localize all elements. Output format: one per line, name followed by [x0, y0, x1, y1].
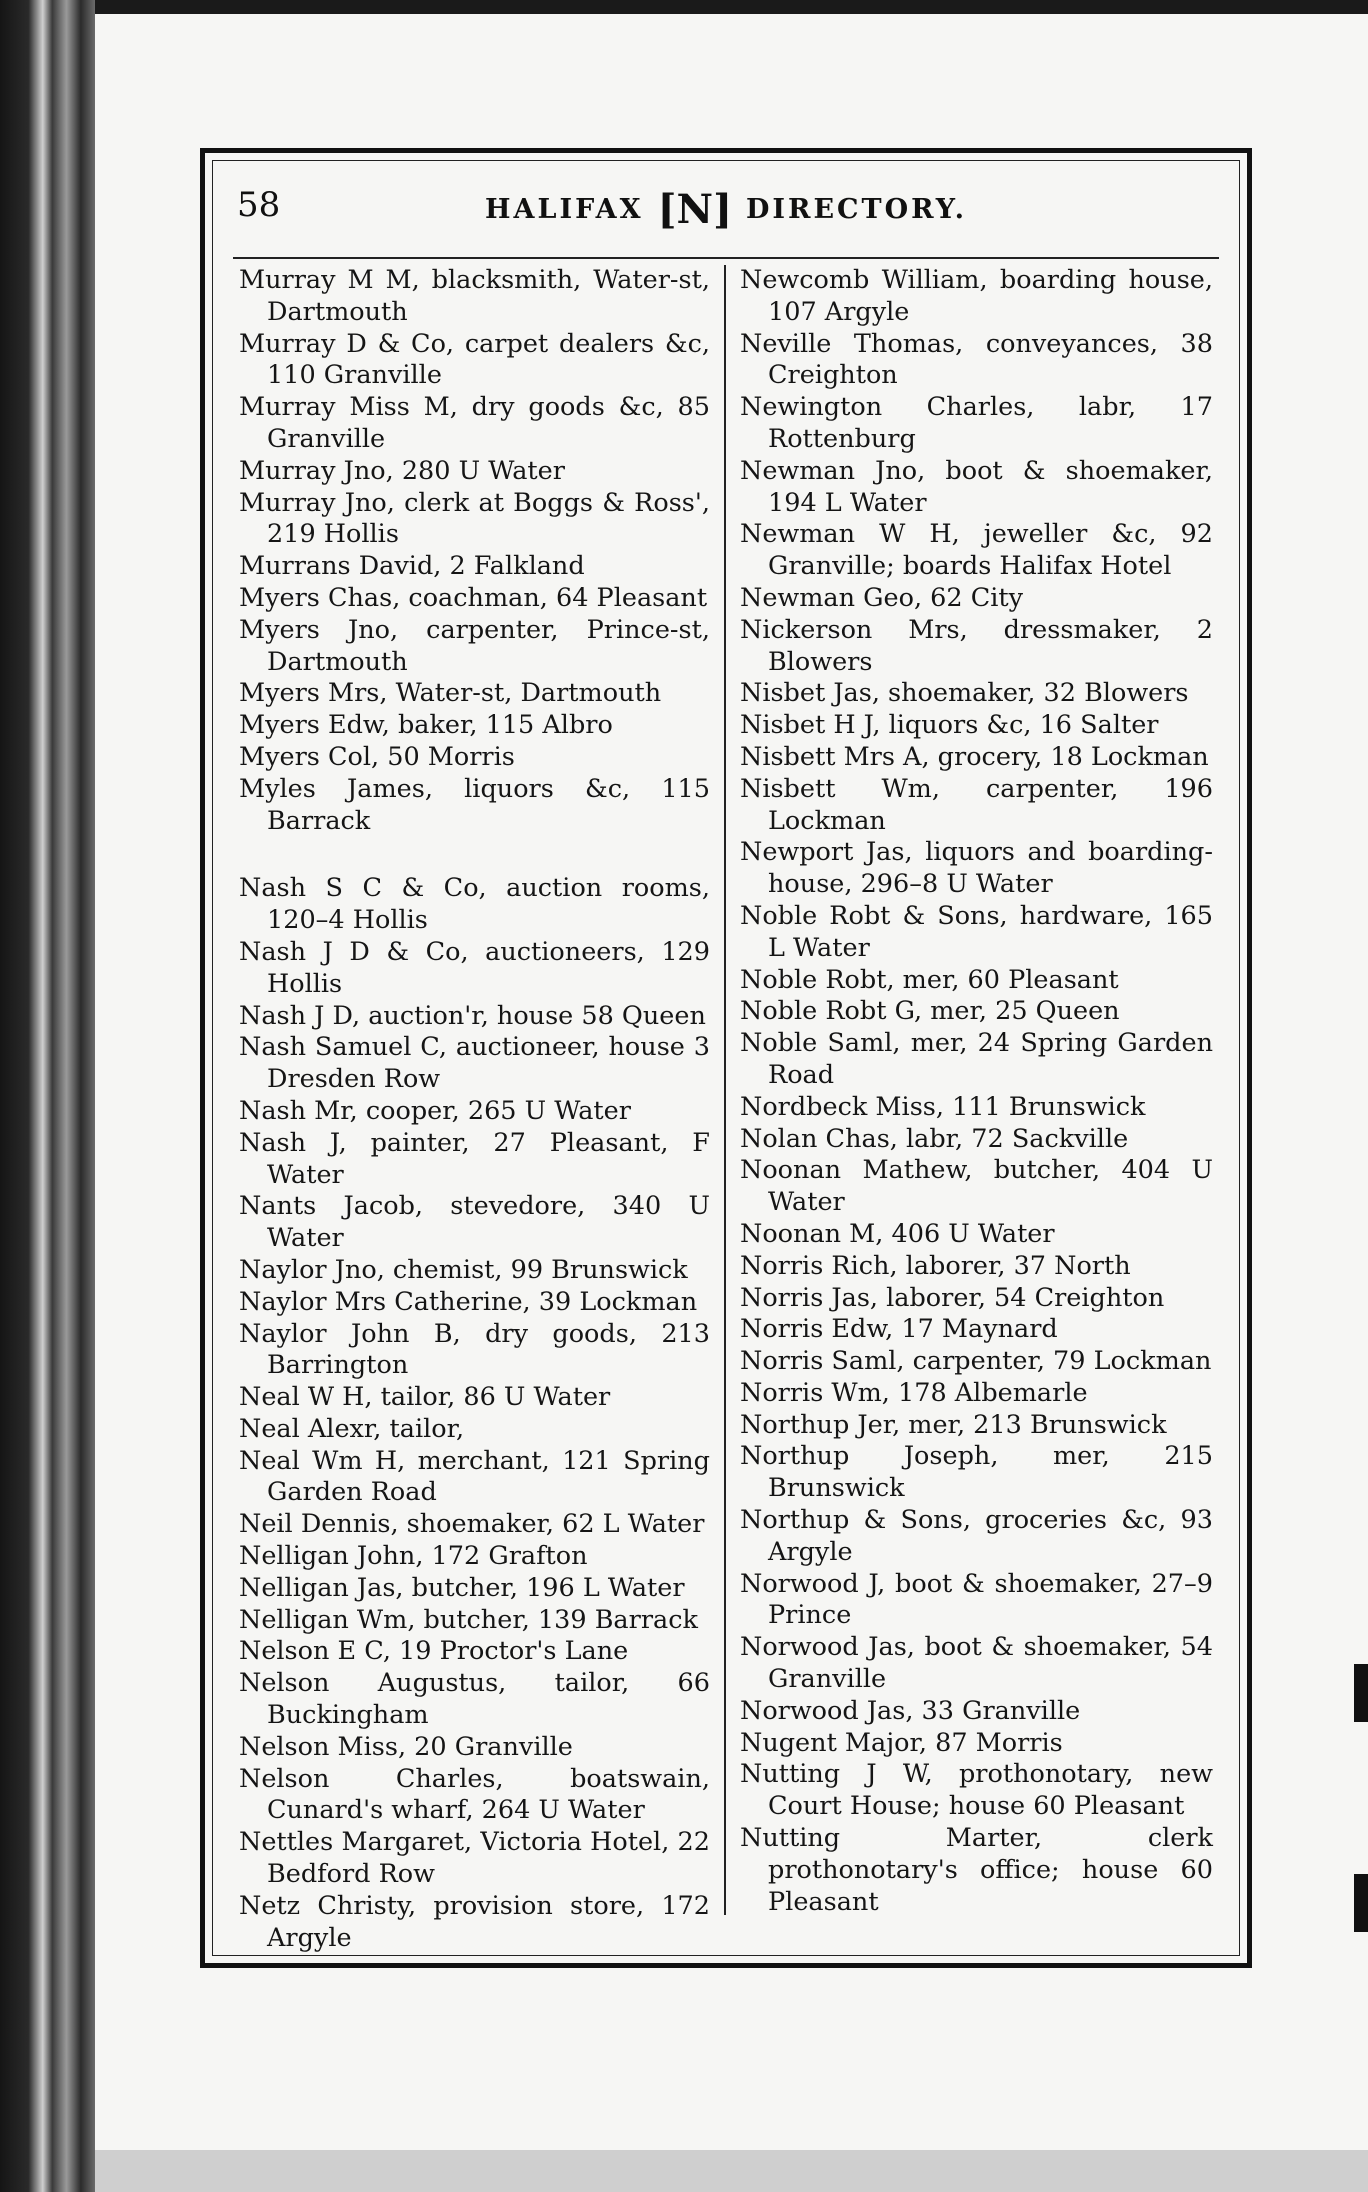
directory-entry: Newman Geo, 62 City [740, 582, 1024, 613]
directory-entry: Newport Jas, liquors and boarding-house, 296–8 U Water [740, 837, 1213, 900]
directory-entry: Nisbett Mrs A, grocery, 18 Lockman [740, 741, 1209, 772]
directory-entry: Murray Miss M, dry goods &c, 85 Granville [239, 392, 710, 454]
entry-columns [231, 265, 1221, 1953]
directory-entry: Nelligan Jas, butcher, 196 L Water [239, 1572, 685, 1603]
directory-entry: Murrans David, 2 Falkland [239, 551, 585, 582]
directory-entry: Nisbett Wm, carpenter, 196 Lockman [740, 773, 1213, 836]
directory-entry: Naylor Mrs Catherine, 39 Lockman [239, 1286, 698, 1317]
directory-entry: Murray M M, blacksmith, Water-st, Dartmouth [239, 265, 710, 327]
directory-entry: Nisbet H J, liquors &c, 16 Salter [740, 710, 1159, 741]
directory-entry: Nutting J W, prothonotary, new Court House; house 60 Pleasant [740, 1759, 1213, 1822]
directory-entry: Newcomb William, boarding house, 107 Argyle [740, 265, 1213, 327]
directory-entry: Neil Dennis, shoemaker, 62 L Water [239, 1509, 705, 1540]
directory-entry: Naylor Jno, chemist, 99 Brunswick [239, 1254, 688, 1285]
directory-entry: Nelson Miss, 20 Granville [239, 1731, 573, 1762]
directory-entry: Murray Jno, 280 U Water [239, 455, 565, 486]
directory-entry: Noonan M, 406 U Water [740, 1218, 1055, 1249]
directory-entry: Norwood Jas, boot & shoemaker, 54 Granville [740, 1632, 1213, 1695]
directory-entry: Northup & Sons, groceries &c, 93 Argyle [740, 1505, 1213, 1567]
book-spine [0, 0, 95, 2192]
directory-entry: Myers Chas, coachman, 64 Pleasant [239, 582, 708, 613]
directory-entry: Newman Jno, boot & shoemaker, 194 L Water [740, 455, 1213, 518]
directory-entry: Noble Robt G, mer, 25 Queen [740, 996, 1120, 1027]
directory-entry: Nash S C & Co, auction rooms, 120–4 Hollis [239, 873, 710, 936]
page-clip [1354, 1664, 1368, 1722]
title-city: HALIFAX [485, 194, 644, 225]
directory-entry: Myers Jno, carpenter, Prince-st, Dartmouth [239, 614, 710, 677]
title-directory: DIRECTORY. [746, 194, 967, 225]
directory-page-frame [200, 148, 1252, 1968]
inner-border [212, 160, 1240, 1956]
directory-entry: Newington Charles, labr, 17 Rottenburg [740, 392, 1213, 454]
directory-entry: Nugent Major, 87 Morris [740, 1727, 1063, 1758]
page-number: 58 [237, 185, 281, 225]
directory-entry: Nelligan Wm, butcher, 139 Barrack [239, 1604, 698, 1635]
directory-entry: Netz Christy, provision store, 172 Argyle [239, 1890, 710, 1953]
directory-entry: Nash Samuel C, auctioneer, house 3 Dresden Row [239, 1032, 710, 1095]
directory-entry: Noble Robt, mer, 60 Pleasant [740, 964, 1119, 995]
directory-entry: Norris Edw, 17 Maynard [740, 1314, 1058, 1345]
directory-entry: Noble Saml, mer, 24 Spring Garden Road [740, 1028, 1213, 1090]
right-group [740, 265, 1213, 1918]
directory-entry: Norwood J, boot & shoemaker, 27–9 Prince [740, 1568, 1213, 1631]
directory-entry: Neal W H, tailor, 86 U Water [239, 1382, 611, 1413]
page-header [237, 181, 1215, 233]
directory-entry: Neal Wm H, merchant, 121 Spring Garden Road [239, 1445, 710, 1508]
directory-entry: Murray D & Co, carpet dealers &c, 110 Granville [239, 328, 710, 391]
header-rule [233, 257, 1219, 259]
directory-entry: Nash Mr, cooper, 265 U Water [239, 1095, 631, 1126]
directory-entry: Nelson Augustus, tailor, 66 Buckingham [239, 1668, 710, 1731]
left-column [231, 265, 726, 1953]
page-bottom-edge [95, 2150, 1368, 2192]
directory-entry: Norris Rich, laborer, 37 North [740, 1250, 1131, 1281]
directory-entry: Nordbeck Miss, 111 Brunswick [740, 1091, 1146, 1122]
directory-entry: Noonan Mathew, butcher, 404 U Water [740, 1155, 1213, 1218]
directory-entry: Nants Jacob, stevedore, 340 U Water [239, 1191, 710, 1254]
directory-entry: Neal Alexr, tailor, [239, 1413, 465, 1444]
directory-entry: Naylor John B, dry goods, 213 Barrington [239, 1318, 710, 1381]
directory-entry: Norris Wm, 178 Albemarle [740, 1377, 1088, 1408]
directory-entry: Norris Saml, carpenter, 79 Lockman [740, 1346, 1212, 1377]
directory-entry: Nickerson Mrs, dressmaker, 2 Blowers [740, 614, 1213, 677]
directory-entry: Nettles Margaret, Victoria Hotel, 22 Bedford Row [239, 1827, 710, 1890]
left-group-2 [239, 873, 710, 1954]
directory-entry: Nutting Marter, clerk prothonotary's office; house 60 Pleasant [740, 1823, 1213, 1917]
directory-entry: Norris Jas, laborer, 54 Creighton [740, 1282, 1165, 1313]
directory-entry: Nash J, painter, 27 Pleasant, F Water [239, 1127, 710, 1190]
running-title [485, 186, 967, 233]
directory-entry: Noble Robt & Sons, hardware, 165 L Water [740, 900, 1213, 963]
section-letter: [N] [657, 186, 732, 233]
directory-entry: Norwood Jas, 33 Granville [740, 1695, 1081, 1726]
left-group-1 [239, 265, 710, 837]
directory-entry: Myers Mrs, Water-st, Dartmouth [239, 678, 662, 709]
directory-entry: Myles James, liquors &c, 115 Barrack [239, 773, 710, 836]
directory-entry: Nash J D, auction'r, house 58 Queen [239, 1000, 706, 1031]
directory-entry: Nolan Chas, labr, 72 Sackville [740, 1123, 1129, 1154]
right-column [726, 265, 1221, 1915]
directory-entry: Myers Edw, baker, 115 Albro [239, 710, 613, 741]
directory-entry: Murray Jno, clerk at Boggs & Ross', 219 Hollis [239, 487, 710, 550]
directory-entry: Northup Joseph, mer, 215 Brunswick [740, 1441, 1213, 1504]
group-spacer [239, 837, 710, 873]
directory-entry: Northup Jer, mer, 213 Brunswick [740, 1409, 1167, 1440]
directory-entry: Nelligan John, 172 Grafton [239, 1541, 588, 1572]
directory-entry: Nash J D & Co, auctioneers, 129 Hollis [239, 936, 710, 999]
page-clip [1354, 1874, 1368, 1932]
directory-entry: Nisbet Jas, shoemaker, 32 Blowers [740, 678, 1189, 709]
directory-entry: Newman W H, jeweller &c, 92 Granville; boards Halifax Hotel [740, 519, 1213, 582]
directory-entry: Nelson E C, 19 Proctor's Lane [239, 1636, 629, 1667]
directory-entry: Myers Col, 50 Morris [239, 741, 515, 772]
directory-entry: Nelson Charles, boatswain, Cunard's wharf, 264 U Water [239, 1763, 710, 1826]
directory-entry: Neville Thomas, conveyances, 38 Creighton [740, 328, 1213, 391]
